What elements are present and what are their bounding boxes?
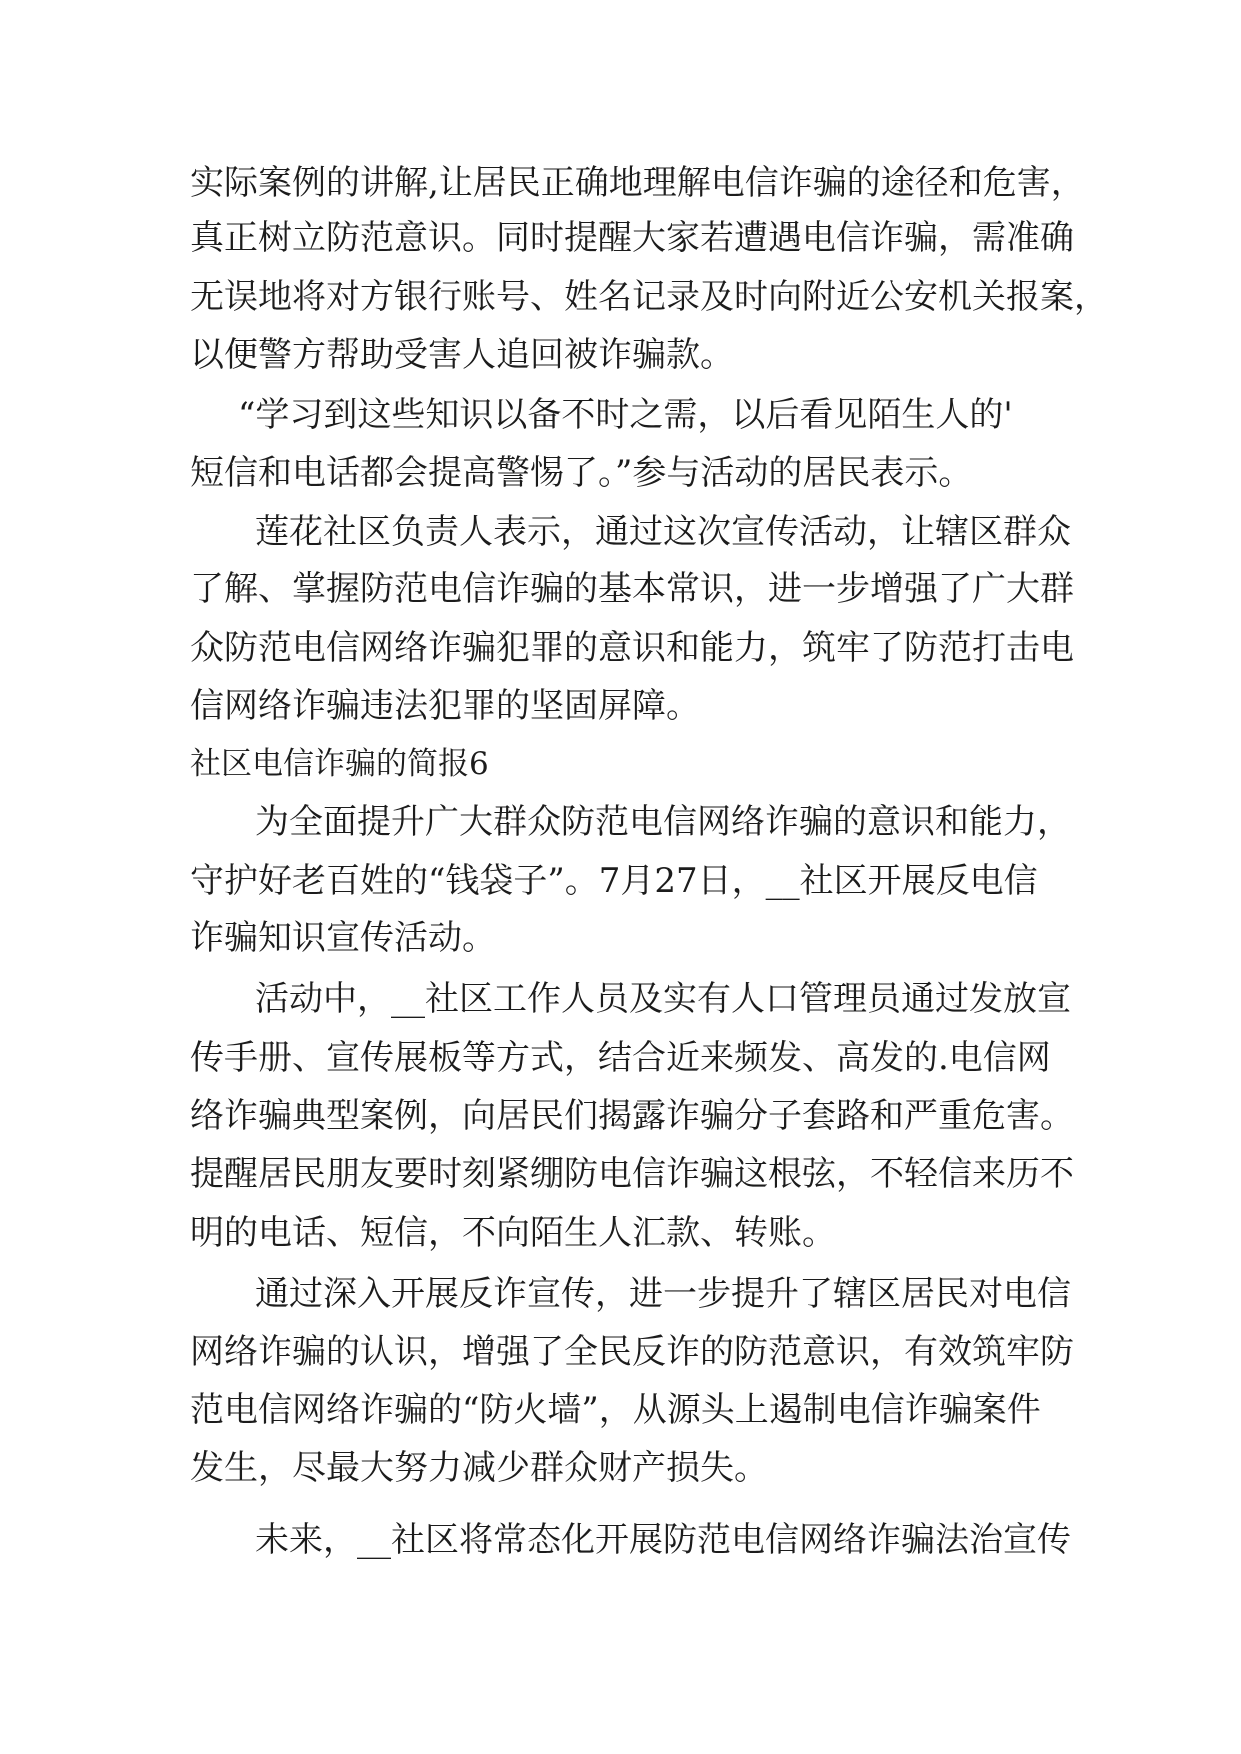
paragraph-line: 未来，__社区将常态化开展防范电信网络诈骗法治宣传 <box>255 1520 1071 1560</box>
paragraph-line: 活动中，__社区工作人员及实有人口管理员通过发放宣 <box>255 979 1071 1019</box>
paragraph-line: 以便警方帮助受害人追回被诈骗款。 <box>190 335 734 375</box>
paragraph-line: 范电信网络诈骗的“防火墙”，从源头上遏制电信诈骗案件 <box>190 1390 1041 1430</box>
paragraph-line: 为全面提升广大群众防范电信网络诈骗的意识和能力， <box>255 802 1071 842</box>
paragraph-line: 网络诈骗的认识，增强了全民反诈的防范意识，有效筑牢防 <box>190 1332 1074 1372</box>
paragraph-line: 明的电话、短信，不向陌生人汇款、转账。 <box>190 1213 836 1253</box>
paragraph-line: 实际案例的讲解,让居民正确地理解电信诈骗的途径和危害， <box>190 163 1085 203</box>
paragraph-line: 真正树立防范意识。同时提醒大家若遭遇电信诈骗，需准确 <box>190 218 1074 258</box>
paragraph-line: 通过深入开展反诈宣传，进一步提升了辖区居民对电信 <box>255 1274 1071 1314</box>
paragraph-line: 众防范电信网络诈骗犯罪的意识和能力，筑牢了防范打击电 <box>190 628 1074 668</box>
paragraph-line: 莲花社区负责人表示，通过这次宣传活动，让辖区群众 <box>255 512 1071 552</box>
paragraph-line: 短信和电话都会提高警惕了。”参与活动的居民表示。 <box>190 453 973 493</box>
section-title: 社区电信诈骗的简报6 <box>190 746 489 782</box>
paragraph-line: 了解、掌握防范电信诈骗的基本常识，进一步增强了广大群 <box>190 569 1074 609</box>
paragraph-line: 发生，尽最大努力减少群众财产损失。 <box>190 1448 768 1488</box>
paragraph-line: 信网络诈骗违法犯罪的坚固屏障。 <box>190 686 700 726</box>
paragraph-line: “学习到这些知识以备不时之需，以后看见陌生人的' <box>238 395 1013 435</box>
paragraph-line: 提醒居民朋友要时刻紧绷防电信诈骗这根弦，不轻信来历不 <box>190 1154 1074 1194</box>
paragraph-line: 诈骗知识宣传活动。 <box>190 918 496 958</box>
paragraph-line: 无误地将对方银行账号、姓名记录及时向附近公安机关报案， <box>190 277 1108 317</box>
paragraph-line: 传手册、宣传展板等方式，结合近来频发、高发的.电信网 <box>190 1038 1051 1078</box>
paragraph-line: 守护好老百姓的“钱袋子”。7月27日，__社区开展反电信 <box>190 861 1038 901</box>
paragraph-line: 络诈骗典型案例，向居民们揭露诈骗分子套路和严重危害。 <box>190 1096 1074 1136</box>
